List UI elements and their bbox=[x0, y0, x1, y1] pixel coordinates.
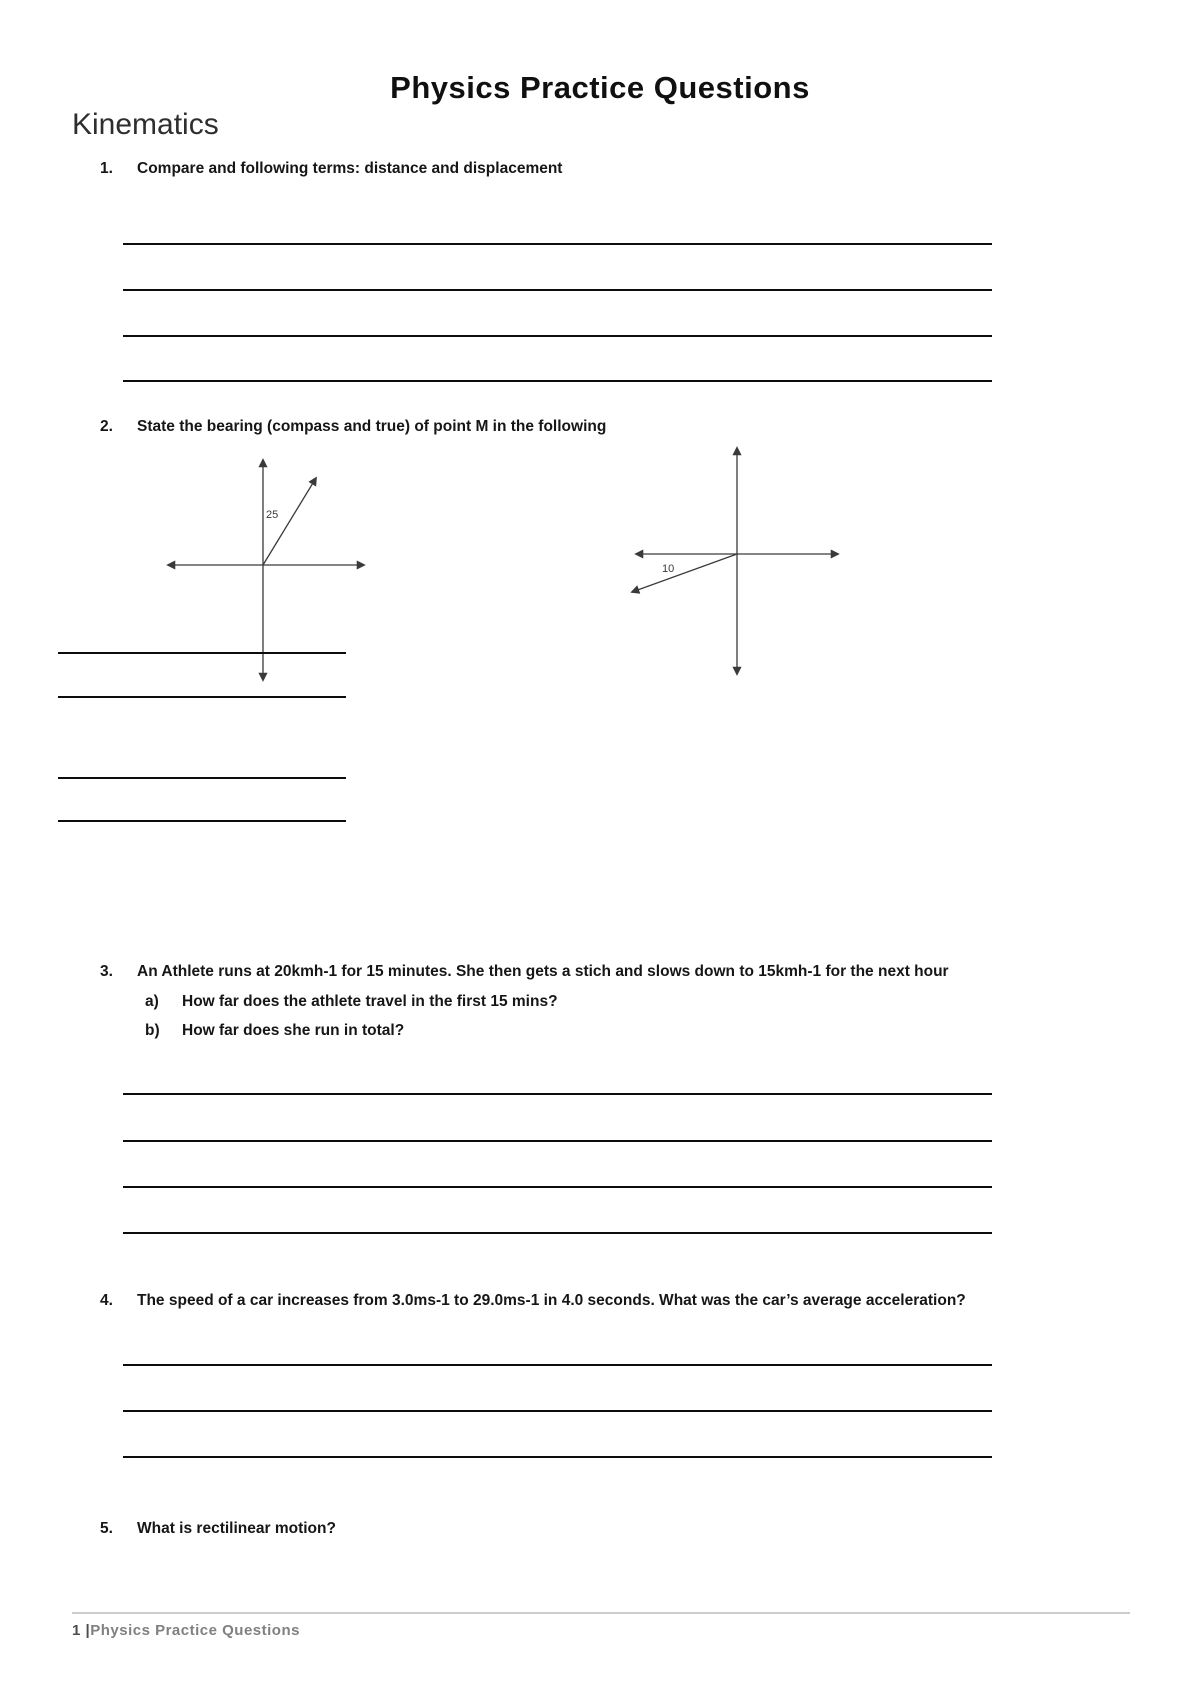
question-1-text: Compare and following terms: distance and displacement bbox=[137, 160, 563, 177]
vector-label-right: 10 bbox=[662, 563, 675, 575]
answer-line bbox=[123, 243, 992, 245]
answer-line bbox=[123, 1186, 992, 1188]
footer bbox=[72, 1622, 300, 1639]
question-3a-text: How far does the athlete travel in the first 15 mins? bbox=[182, 993, 558, 1010]
answer-line bbox=[58, 696, 346, 698]
footer-divider bbox=[72, 1612, 1130, 1614]
answer-line bbox=[123, 1410, 992, 1412]
footer-page-number: 1 | bbox=[72, 1622, 91, 1639]
question-3-number: 3. bbox=[100, 963, 113, 980]
question-3b-label: b) bbox=[145, 1022, 160, 1039]
answer-line bbox=[123, 335, 992, 337]
answer-line bbox=[123, 1232, 992, 1234]
question-3 bbox=[100, 963, 949, 981]
question-1 bbox=[100, 160, 562, 178]
question-3b-text: How far does she run in total? bbox=[182, 1022, 405, 1039]
question-5-text: What is rectilinear motion? bbox=[137, 1520, 336, 1537]
bearing-vector bbox=[632, 554, 737, 592]
page-title: Physics Practice Questions bbox=[390, 70, 810, 105]
answer-line bbox=[123, 1140, 992, 1142]
vector-label-left: 25 bbox=[266, 509, 279, 521]
answer-line bbox=[123, 380, 992, 382]
bearing-vector bbox=[263, 478, 316, 565]
question-5 bbox=[100, 1520, 336, 1538]
question-1-number: 1. bbox=[100, 160, 113, 177]
question-2-number: 2. bbox=[100, 418, 113, 435]
answer-line bbox=[123, 1364, 992, 1366]
question-4-text: The speed of a car increases from 3.0ms-1 to 29.0ms-1 in 4.0 seconds. What was the car’s average acceleration? bbox=[137, 1292, 966, 1309]
question-4 bbox=[100, 1292, 966, 1310]
answer-line bbox=[123, 289, 992, 291]
section-heading: Kinematics bbox=[72, 108, 219, 141]
answer-line bbox=[58, 777, 346, 779]
footer-title: Physics Practice Questions bbox=[90, 1622, 300, 1639]
answer-line bbox=[58, 820, 346, 822]
question-4-number: 4. bbox=[100, 1292, 113, 1309]
question-3a-label: a) bbox=[145, 993, 159, 1010]
question-2 bbox=[100, 418, 606, 436]
answer-line bbox=[58, 652, 346, 654]
question-3-text: An Athlete runs at 20kmh-1 for 15 minutes. She then gets a stich and slows down to 15kmh-1 for the next hour bbox=[137, 963, 949, 980]
bearing-diagram-right bbox=[612, 442, 852, 687]
question-5-number: 5. bbox=[100, 1520, 113, 1537]
answer-line bbox=[123, 1093, 992, 1095]
question-3b bbox=[145, 1022, 404, 1040]
question-2-text: State the bearing (compass and true) of point M in the following bbox=[137, 418, 607, 435]
question-3a bbox=[145, 993, 558, 1011]
answer-line bbox=[123, 1456, 992, 1458]
